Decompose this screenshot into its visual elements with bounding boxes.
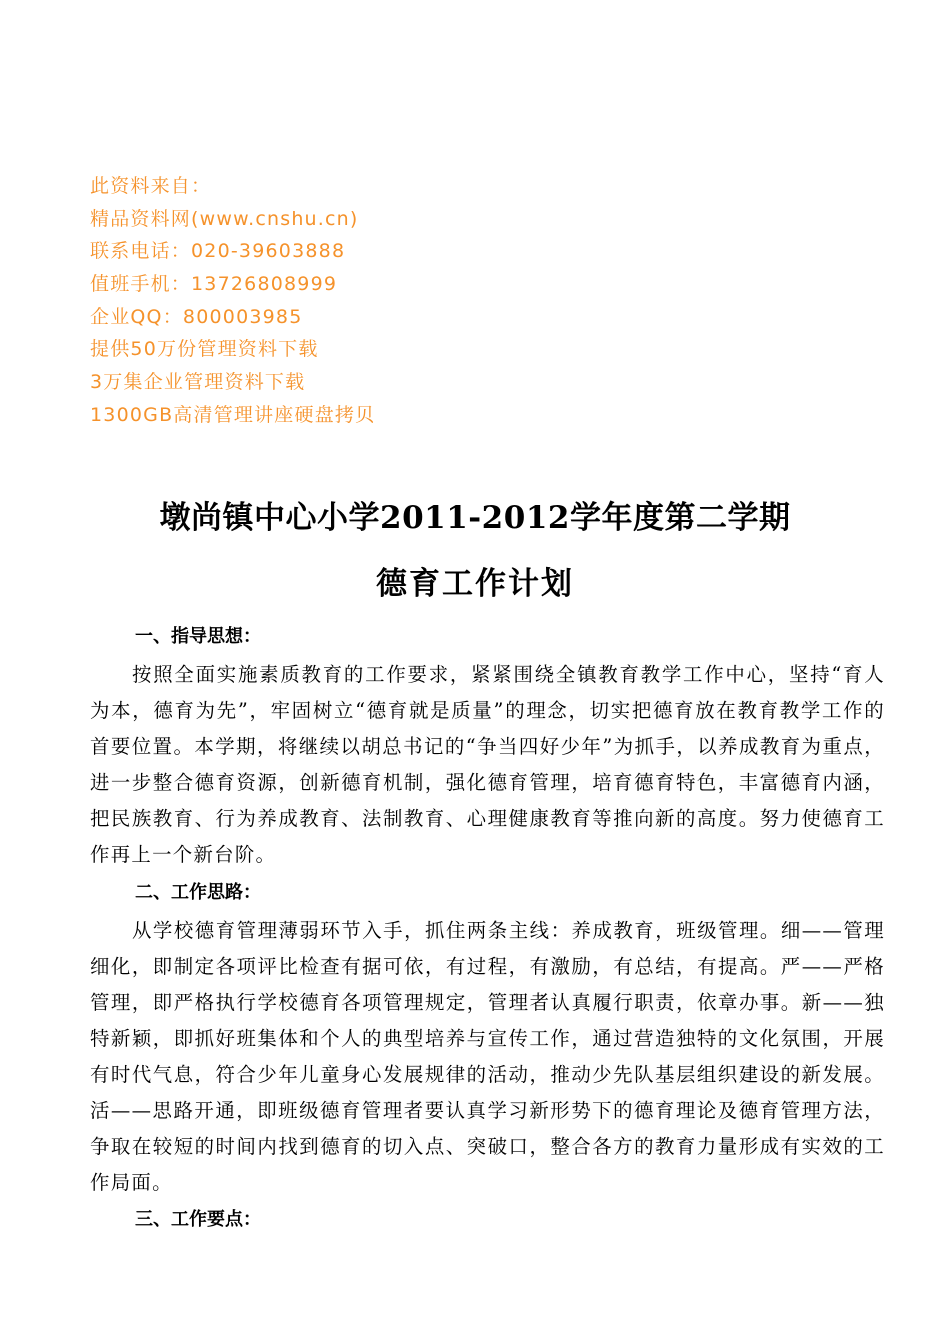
document-subtitle: 德育工作计划 xyxy=(376,566,574,602)
source-line: 值班手机：13726808999 xyxy=(90,273,338,296)
source-line: 企业QQ：800003985 xyxy=(90,305,303,328)
source-line: 精品资料网(www.cnshu.cn) xyxy=(90,207,359,230)
source-line: 联系电话：020-39603888 xyxy=(90,240,346,263)
section-body-work-approach: 从学校德育管理薄弱环节入手，抓住两条主线：养成教育，班级管理。细——管理细化，即制定各项评比检查有据可依，有过程，有激励，有总结，有提高。严——严格管理，即严格执行学校德育各项管理规定，管理者认真履行职责，依章办事。新——独特新颖，即抓好班集体和个人的典型培养与宣传工作，通过营造独特的文化氛围，开展有时代气息，符合少年儿童身心发展规律的活动，推动少先队基层组织建设的新发展。活——思路开通，即班级德育管理者要认真学习新形势下的德育理论及德育管理方法，争取在较短的时间内找到德育的切入点、突破口，整合各方的教育力量形成有实效的工作局面。 xyxy=(90,918,885,1195)
source-line: 1300GB高清管理讲座硬盘拷贝 xyxy=(90,403,376,426)
section-heading-work-approach: 二、工作思路： xyxy=(135,881,261,903)
document-body xyxy=(90,618,885,1240)
section-heading-work-points: 三、工作要点： xyxy=(135,1209,261,1231)
source-info-block xyxy=(90,170,790,432)
section-heading-guiding-ideology: 一、指导思想： xyxy=(135,626,261,647)
section-body-guiding-ideology: 按照全面实施素质教育的工作要求，紧紧围绕全镇教育教学工作中心，坚持“育人为本，德育为先”，牢固树立“德育就是质量”的理念，切实把德育放在教育教学工作的首要位置。本学期，将继续以胡总书记的“争当四好少年”为抓手，以养成教育为重点，进一步整合德育资源，创新德育机制，强化德育管理，培育德育特色，丰富德育内涵，把民族教育、行为养成教育、法制教育、心理健康教育等推向新的高度。努力使德育工作再上一个新台阶。 xyxy=(90,663,885,867)
source-line: 提供50万份管理资料下载 xyxy=(90,338,319,361)
source-line: 此资料来自： xyxy=(90,175,212,197)
document-title: 墩尚镇中心小学2011-2012学年度第二学期 xyxy=(159,500,791,536)
source-line: 3万集企业管理资料下载 xyxy=(90,371,306,394)
